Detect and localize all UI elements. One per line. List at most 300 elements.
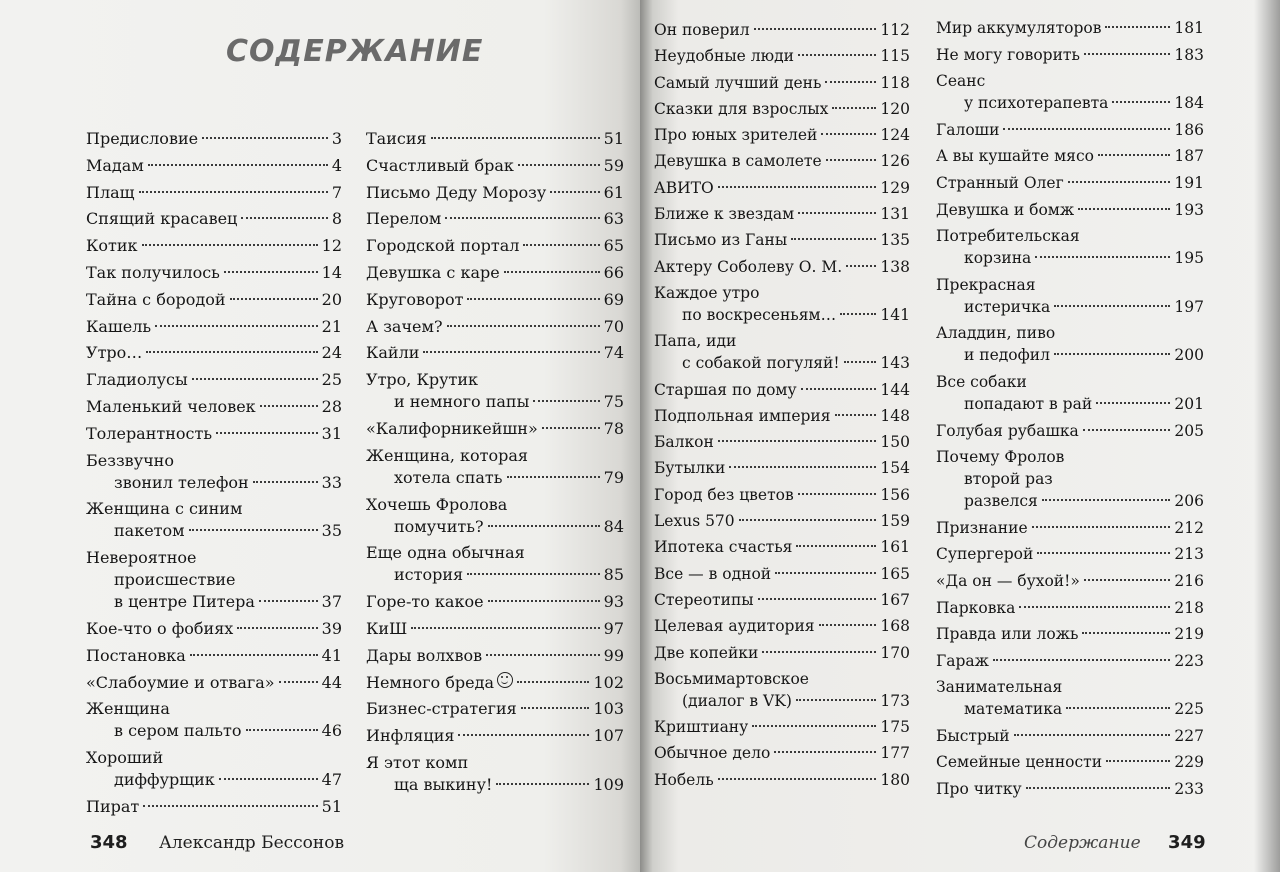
dot-leader bbox=[826, 159, 877, 161]
toc-entry-title: Так получилось bbox=[86, 262, 220, 282]
toc-entry-title: Хочешь Фролова bbox=[366, 494, 508, 514]
toc-entry-title: корзина bbox=[964, 249, 1032, 268]
toc-entry bbox=[654, 615, 910, 637]
toc-entry-page: 195 bbox=[1174, 249, 1204, 268]
dot-leader bbox=[791, 238, 876, 240]
toc-entry-page: 161 bbox=[880, 538, 910, 557]
toc-entry-page: 31 bbox=[321, 423, 342, 443]
toc-entry-page: 78 bbox=[603, 418, 624, 438]
toc-entry-page: 63 bbox=[603, 209, 624, 229]
toc-entry-line bbox=[654, 690, 910, 712]
toc-entry-page: 85 bbox=[603, 565, 624, 585]
toc-entry-line bbox=[366, 725, 624, 747]
toc-entry-title: Занимательная bbox=[936, 678, 1063, 697]
toc-entry-title: и немного папы bbox=[394, 392, 530, 412]
dot-leader bbox=[189, 529, 318, 531]
dot-leader bbox=[148, 164, 328, 166]
toc-entry-title: Утро, Крутик bbox=[366, 370, 479, 390]
toc-entry-line bbox=[86, 720, 342, 742]
toc-entry-title: Каждое утро bbox=[654, 283, 760, 302]
toc-entry-page: 120 bbox=[880, 99, 910, 118]
dot-leader bbox=[517, 681, 589, 683]
dot-leader bbox=[190, 654, 318, 656]
toc-entry-page: 168 bbox=[880, 617, 910, 636]
toc-entry-title: Самый лучший день bbox=[654, 73, 822, 92]
dot-leader bbox=[1098, 154, 1170, 156]
toc-entry-line bbox=[936, 172, 1204, 194]
toc-entry-line bbox=[936, 490, 1204, 512]
toc-entry-title: Стереотипы bbox=[654, 590, 754, 609]
toc-entry bbox=[654, 379, 910, 401]
toc-entry-page: 167 bbox=[880, 590, 910, 609]
toc-entry-page: 212 bbox=[1174, 518, 1204, 537]
toc-entry-title: Перелом bbox=[366, 209, 442, 229]
dot-leader bbox=[1042, 499, 1171, 501]
toc-entry-line bbox=[86, 235, 342, 257]
toc-entry-page: 3 bbox=[331, 129, 342, 148]
toc-entry-title: (диалог в VK) bbox=[682, 691, 792, 710]
toc-entry-title: математика bbox=[964, 700, 1063, 719]
dot-leader bbox=[411, 627, 599, 629]
dot-leader bbox=[718, 778, 877, 780]
toc-entry-title: Голубая рубашка bbox=[936, 421, 1079, 440]
toc-entry-page: 148 bbox=[880, 406, 910, 425]
toc-entry-line bbox=[654, 19, 910, 41]
toc-entry-title: звонил телефон bbox=[114, 472, 249, 492]
toc-entry-line bbox=[936, 70, 1204, 92]
toc-entry-page: 191 bbox=[1174, 173, 1204, 192]
toc-entry-title: в центре Питера bbox=[114, 592, 255, 612]
toc-entry-line bbox=[936, 44, 1204, 66]
toc-entry-line bbox=[654, 563, 910, 585]
toc-entry-page: 213 bbox=[1174, 545, 1204, 564]
toc-entry-page: 124 bbox=[880, 126, 910, 145]
toc-entry-title: в сером пальто bbox=[114, 721, 242, 741]
toc-entry-line bbox=[366, 618, 624, 640]
toc-entry-title: хотела спать bbox=[394, 467, 503, 487]
toc-entry-page: 173 bbox=[880, 691, 910, 710]
toc-column-1 bbox=[86, 128, 342, 823]
toc-entry-title: Инфляция bbox=[366, 726, 455, 746]
toc-entry bbox=[366, 542, 624, 586]
toc-entry-line bbox=[86, 155, 342, 177]
dot-leader bbox=[486, 654, 600, 656]
toc-entry-page: 69 bbox=[603, 289, 624, 309]
toc-entry-title: Толерантность bbox=[86, 423, 213, 443]
toc-entry-title: диффурщик bbox=[114, 770, 215, 790]
toc-entry-title: Кашель bbox=[86, 316, 152, 336]
dot-leader bbox=[431, 137, 600, 139]
toc-entry-title: Потребительская bbox=[936, 227, 1080, 246]
toc-entry-page: 79 bbox=[603, 467, 624, 487]
dot-leader bbox=[518, 164, 600, 166]
dot-leader bbox=[139, 191, 328, 193]
toc-entry bbox=[86, 698, 342, 742]
toc-entry-line bbox=[366, 262, 624, 284]
dot-leader bbox=[1026, 787, 1171, 789]
toc-entry-page: 201 bbox=[1174, 394, 1204, 413]
toc-entry-title: Хороший bbox=[86, 748, 164, 768]
toc-entry-line bbox=[86, 569, 342, 591]
dot-leader bbox=[752, 725, 876, 727]
toc-entry bbox=[86, 316, 342, 338]
toc-entry-page: 61 bbox=[603, 182, 624, 202]
toc-entry bbox=[654, 229, 910, 251]
page-number: 349 bbox=[1168, 832, 1206, 853]
dot-leader bbox=[202, 137, 328, 139]
toc-entry-page: 118 bbox=[880, 73, 910, 92]
toc-entry-title: КиШ bbox=[366, 618, 408, 638]
toc-entry-title: Семейные ценности bbox=[936, 753, 1103, 772]
toc-entry bbox=[86, 289, 342, 311]
toc-entry-line bbox=[86, 498, 342, 520]
toc-entry bbox=[86, 450, 342, 494]
toc-entry-title: пакетом bbox=[114, 521, 185, 541]
toc-entry-line bbox=[654, 229, 910, 251]
toc-entry-page: 28 bbox=[321, 396, 342, 416]
toc-entry-title: Про читку bbox=[936, 780, 1022, 799]
dot-leader bbox=[1105, 26, 1170, 28]
dot-leader bbox=[775, 572, 876, 574]
toc-entry bbox=[936, 44, 1204, 66]
toc-entry bbox=[366, 289, 624, 311]
toc-entry bbox=[654, 536, 910, 558]
toc-entry-line bbox=[936, 698, 1204, 720]
toc-entry bbox=[86, 155, 342, 177]
dot-leader bbox=[1084, 53, 1170, 55]
toc-entry bbox=[654, 98, 910, 120]
toc-entry-title: «Да он — бухой!» bbox=[936, 571, 1080, 590]
toc-entry-page: 216 bbox=[1174, 571, 1204, 590]
toc-entry bbox=[86, 396, 342, 418]
dot-leader bbox=[488, 525, 600, 527]
toc-entry-title: Неудобные люди bbox=[654, 47, 794, 66]
dot-leader bbox=[1066, 707, 1170, 709]
toc-entry bbox=[366, 445, 624, 489]
toc-entry bbox=[654, 203, 910, 225]
dot-leader bbox=[504, 271, 600, 273]
toc-entry-line bbox=[936, 517, 1204, 539]
toc-entry-page: 59 bbox=[603, 155, 624, 175]
toc-entry-page: 154 bbox=[880, 459, 910, 478]
toc-entry-line bbox=[936, 119, 1204, 141]
dot-leader bbox=[467, 298, 599, 300]
toc-entry-page: 37 bbox=[321, 592, 342, 612]
toc-entry-page: 141 bbox=[880, 305, 910, 324]
dot-leader bbox=[846, 265, 876, 267]
toc-entry-line bbox=[86, 316, 342, 338]
toc-entry-line bbox=[654, 45, 910, 67]
toc-entry-line bbox=[654, 282, 910, 304]
toc-entry bbox=[654, 282, 910, 326]
toc-entry-title: Ипотека счастья bbox=[654, 538, 793, 557]
toc-entry-line bbox=[936, 274, 1204, 296]
dot-leader bbox=[840, 313, 876, 315]
toc-entry-title: Странный Олег bbox=[936, 173, 1064, 192]
toc-entry-title: происшествие bbox=[114, 570, 236, 590]
dot-leader bbox=[844, 361, 877, 363]
toc-entry-title: АВИТО bbox=[654, 178, 714, 197]
toc-entry-page: 197 bbox=[1174, 297, 1204, 316]
smiley-icon bbox=[497, 672, 513, 688]
toc-entry-line bbox=[366, 445, 624, 467]
toc-entry bbox=[366, 182, 624, 204]
toc-entry-title: Горе-то какое bbox=[366, 592, 484, 612]
toc-entry-line bbox=[86, 262, 342, 284]
toc-entry-page: 102 bbox=[593, 672, 624, 692]
dot-leader bbox=[155, 325, 318, 327]
toc-entry-page: 126 bbox=[880, 152, 910, 171]
toc-entry bbox=[936, 119, 1204, 141]
toc-entry-line bbox=[86, 342, 342, 364]
toc-entry bbox=[936, 172, 1204, 194]
toc-entry bbox=[86, 645, 342, 667]
toc-entry-page: 156 bbox=[880, 485, 910, 504]
toc-entry-line bbox=[936, 468, 1204, 490]
toc-entry-page: 159 bbox=[880, 512, 910, 531]
toc-entry bbox=[654, 72, 910, 94]
toc-entry-page: 99 bbox=[603, 645, 624, 665]
toc-entry-title: «Калифорникейшн» bbox=[366, 418, 538, 438]
toc-entry-title: Криштиану bbox=[654, 718, 749, 737]
toc-entry bbox=[936, 623, 1204, 645]
dot-leader bbox=[241, 217, 327, 219]
toc-entry-title: А зачем? bbox=[366, 316, 443, 336]
toc-entry-title: Супергерой bbox=[936, 545, 1034, 564]
toc-entry-line bbox=[86, 369, 342, 391]
toc-entry-line bbox=[86, 698, 342, 720]
toc-entry-page: 7 bbox=[331, 182, 342, 202]
toc-entry-page: 223 bbox=[1174, 651, 1204, 670]
toc-entry-title: развелся bbox=[964, 492, 1038, 511]
toc-entry-title: Счастливый брак bbox=[366, 155, 514, 175]
dot-leader bbox=[798, 54, 876, 56]
dot-leader bbox=[246, 729, 318, 731]
toc-entry-line bbox=[366, 208, 624, 230]
toc-entry-title: второй раз bbox=[964, 470, 1053, 489]
toc-entry-page: 47 bbox=[321, 770, 342, 790]
toc-entry bbox=[86, 208, 342, 230]
toc-entry-page: 138 bbox=[880, 257, 910, 276]
toc-entry-line bbox=[366, 235, 624, 257]
toc-entry-title: Балкон bbox=[654, 433, 714, 452]
toc-entry-line bbox=[654, 405, 910, 427]
toc-entry-title: Беззвучно bbox=[86, 450, 174, 470]
toc-entry-line bbox=[654, 431, 910, 453]
dot-leader bbox=[259, 600, 318, 602]
toc-entry-line bbox=[654, 510, 910, 532]
dot-leader bbox=[467, 573, 600, 575]
toc-entry-page: 66 bbox=[603, 262, 624, 282]
dot-leader bbox=[819, 624, 877, 626]
toc-entry bbox=[654, 769, 910, 791]
dot-leader bbox=[798, 493, 877, 495]
toc-entry-title: Девушка и бомж bbox=[936, 200, 1075, 219]
toc-entry-title: А вы кушайте мясо bbox=[936, 147, 1094, 166]
toc-entry-page: 129 bbox=[880, 178, 910, 197]
toc-entry-page: 206 bbox=[1174, 492, 1204, 511]
dot-leader bbox=[1037, 552, 1170, 554]
toc-entry-line bbox=[936, 247, 1204, 269]
dot-leader bbox=[230, 298, 318, 300]
toc-entry-title: Гладиолусы bbox=[86, 370, 188, 390]
toc-entry-line bbox=[366, 564, 624, 586]
dot-leader bbox=[1035, 256, 1170, 258]
toc-entry-line bbox=[936, 225, 1204, 247]
toc-entry-page: 193 bbox=[1174, 200, 1204, 219]
toc-entry-title: Галоши bbox=[936, 120, 1000, 139]
toc-entry bbox=[936, 778, 1204, 800]
toc-entry-line bbox=[366, 672, 624, 694]
toc-entry-page: 165 bbox=[880, 564, 910, 583]
toc-entry-title: Целевая аудитория bbox=[654, 617, 815, 636]
toc-entry-line bbox=[654, 203, 910, 225]
dot-leader bbox=[762, 651, 876, 653]
dot-leader bbox=[216, 432, 318, 434]
toc-entry-line bbox=[936, 676, 1204, 698]
toc-entry bbox=[86, 342, 342, 364]
toc-entry-line bbox=[366, 591, 624, 613]
toc-entry-title: Круговорот bbox=[366, 289, 464, 309]
toc-entry-title: Сеанс bbox=[936, 72, 986, 91]
toc-entry bbox=[654, 563, 910, 585]
toc-entry-page: 225 bbox=[1174, 700, 1204, 719]
toc-entry-title: Предисловие bbox=[86, 129, 199, 148]
toc-entry-line bbox=[86, 450, 342, 472]
toc-entry-title: Почему Фролов bbox=[936, 448, 1065, 467]
toc-entry-page: 233 bbox=[1174, 780, 1204, 799]
toc-entry bbox=[366, 672, 624, 694]
dot-leader bbox=[143, 805, 317, 807]
toc-entry-page: 107 bbox=[593, 726, 624, 746]
toc-entry bbox=[654, 484, 910, 506]
dot-leader bbox=[796, 545, 876, 547]
dot-leader bbox=[1014, 734, 1171, 736]
toc-entry bbox=[86, 498, 342, 542]
toc-entry-line bbox=[936, 597, 1204, 619]
toc-entry-page: 143 bbox=[880, 354, 910, 373]
toc-entry-line bbox=[936, 751, 1204, 773]
toc-entry-title: Ближе к звездам bbox=[654, 205, 795, 224]
toc-entry-page: 186 bbox=[1174, 120, 1204, 139]
toc-entry-line bbox=[366, 418, 624, 440]
toc-entry-line bbox=[654, 769, 910, 791]
toc-entry-line bbox=[86, 208, 342, 230]
toc-entry bbox=[86, 547, 342, 613]
toc-entry-title: Восьмимартовское bbox=[654, 669, 809, 688]
toc-entry bbox=[86, 182, 342, 204]
toc-entry-line bbox=[366, 516, 624, 538]
toc-entry-line bbox=[936, 420, 1204, 442]
toc-entry-title: Тайна с бородой bbox=[86, 289, 226, 309]
dot-leader bbox=[1112, 101, 1170, 103]
dot-leader bbox=[1096, 402, 1170, 404]
toc-entry-page: 51 bbox=[321, 796, 342, 816]
toc-entry-line bbox=[366, 155, 624, 177]
toc-entry bbox=[654, 150, 910, 172]
toc-entry-title: Еще одна обычная bbox=[366, 543, 525, 563]
toc-entry-line bbox=[366, 182, 624, 204]
toc-entry-line bbox=[936, 650, 1204, 672]
toc-column-3 bbox=[654, 19, 910, 795]
toc-entry-line bbox=[654, 484, 910, 506]
toc-entry-line bbox=[654, 72, 910, 94]
toc-entry bbox=[86, 235, 342, 257]
toc-entry-title: Постановка bbox=[86, 645, 186, 665]
toc-entry-title: Немного бреда bbox=[366, 672, 494, 692]
toc-entry-title: Письмо Деду Морозу bbox=[366, 182, 547, 202]
toc-entry-title: Папа, иди bbox=[654, 332, 737, 351]
toc-entry-line bbox=[366, 128, 624, 150]
toc-entry-line bbox=[86, 182, 342, 204]
toc-entry-page: 184 bbox=[1174, 94, 1204, 113]
dot-leader bbox=[798, 212, 876, 214]
dot-leader bbox=[542, 427, 600, 429]
dot-leader bbox=[458, 734, 589, 736]
toc-entry-line bbox=[936, 17, 1204, 39]
toc-entry-line bbox=[366, 391, 624, 413]
toc-entry-page: 218 bbox=[1174, 598, 1204, 617]
toc-entry-line bbox=[936, 393, 1204, 415]
toc-entry-title: Женщина bbox=[86, 699, 170, 719]
toc-entry bbox=[654, 19, 910, 41]
toc-entry-line bbox=[936, 92, 1204, 114]
toc-entry-line bbox=[936, 322, 1204, 344]
toc-entry bbox=[366, 128, 624, 150]
dot-leader bbox=[1054, 305, 1170, 307]
toc-entry bbox=[366, 155, 624, 177]
dot-leader bbox=[533, 400, 599, 402]
toc-entry bbox=[936, 676, 1204, 720]
toc-entry-title: Не могу говорить bbox=[936, 45, 1080, 64]
right-page bbox=[640, 0, 1280, 872]
toc-entry-title: истеричка bbox=[964, 297, 1051, 316]
toc-entry bbox=[654, 177, 910, 199]
toc-entry-page: 41 bbox=[321, 645, 342, 665]
toc-entry-title: Две копейки bbox=[654, 643, 759, 662]
toc-entry-line bbox=[654, 536, 910, 558]
toc-entry bbox=[366, 645, 624, 667]
toc-entry bbox=[86, 262, 342, 284]
toc-entry-line bbox=[936, 371, 1204, 393]
toc-entry-line bbox=[86, 423, 342, 445]
toc-entry bbox=[366, 752, 624, 796]
toc-entry-title: Нобель bbox=[654, 770, 714, 789]
toc-entry bbox=[654, 716, 910, 738]
toc-entry-page: 131 bbox=[880, 205, 910, 224]
toc-entry-line bbox=[936, 725, 1204, 747]
toc-entry-title: Женщина, которая bbox=[366, 445, 529, 465]
toc-entry-line bbox=[654, 352, 910, 374]
left-footer bbox=[90, 832, 344, 853]
toc-entry-title: Утро… bbox=[86, 343, 143, 363]
toc-entry-title: попадают в рай bbox=[964, 394, 1093, 413]
dot-leader bbox=[224, 271, 318, 273]
toc-entry bbox=[936, 650, 1204, 672]
dot-leader bbox=[1084, 579, 1171, 581]
toc-entry-line bbox=[654, 150, 910, 172]
toc-entry-line bbox=[654, 177, 910, 199]
toc-entry bbox=[654, 45, 910, 67]
toc-entry bbox=[366, 698, 624, 720]
toc-entry-title: Пират bbox=[86, 796, 140, 816]
toc-entry-line bbox=[86, 796, 342, 818]
toc-entry bbox=[936, 274, 1204, 318]
dot-leader bbox=[1078, 208, 1170, 210]
dot-leader bbox=[832, 107, 876, 109]
toc-entry-line bbox=[366, 645, 624, 667]
toc-entry-line bbox=[936, 570, 1204, 592]
